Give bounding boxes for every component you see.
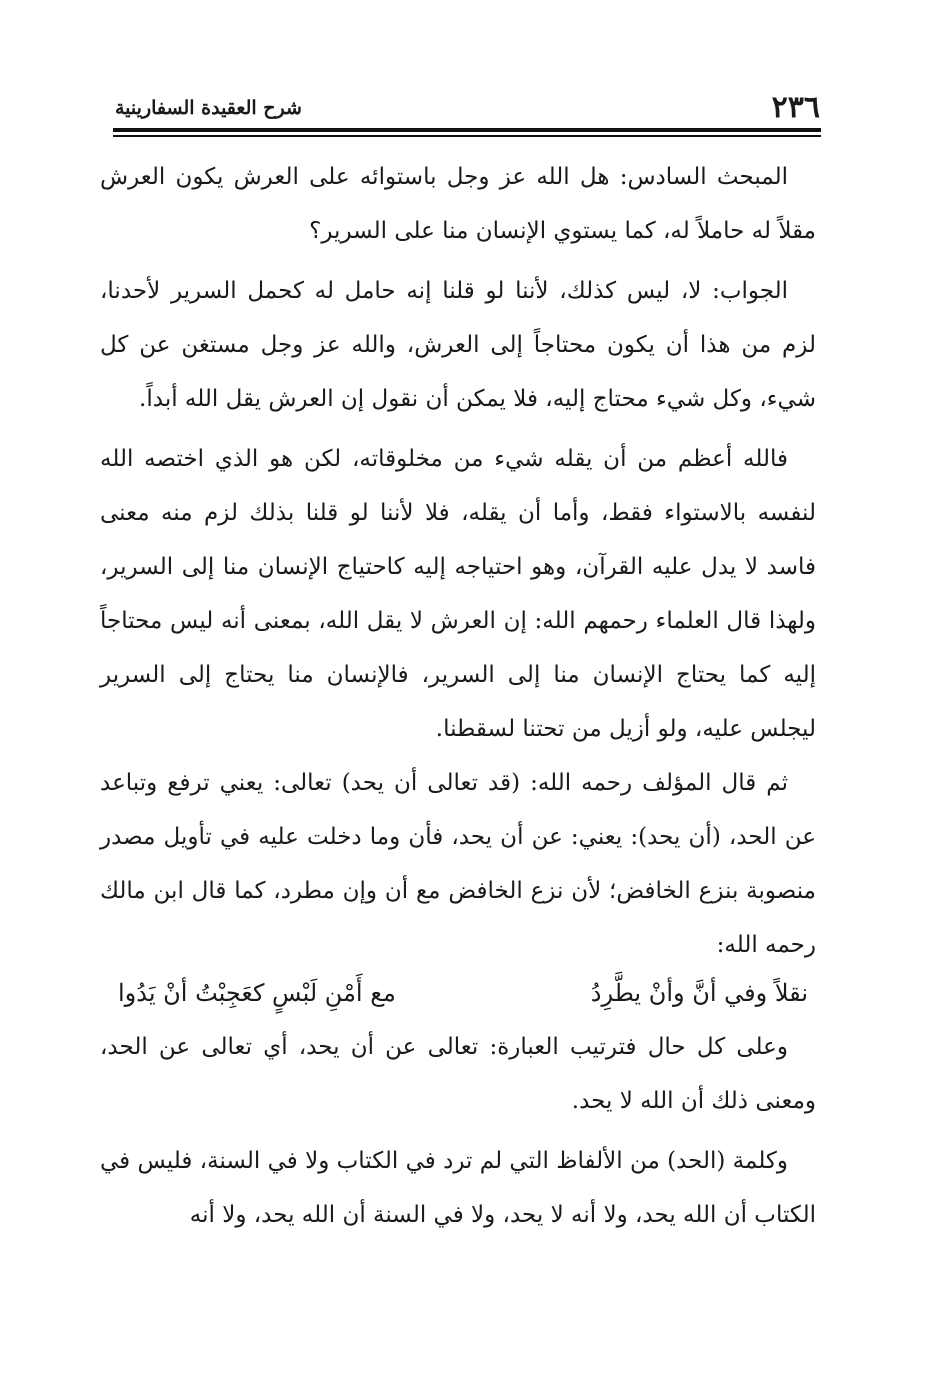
paragraph-sixth-topic: المبحث السادس: هل الله عز وجل باستوائه على العرش يكون العرش مقلاً له حاملاً له، كما يستوي الإنسان منا على السرير؟: [100, 164, 816, 244]
paragraph-author-quote: ثم قال المؤلف رحمه الله: (قد تعالى أن يحد) تعالى: يعني ترفع وتباعد عن الحد، (أن يحد): يعني: عن أن يحد، فأن وما دخلت عليه في تأويل مصدر منصوبة بنزع الخافض؛ لأن نزع الخافض مع أن وإن مطرد، كما قال ابن مالك رحمه الله:: [100, 770, 816, 958]
paragraph-word-hadd: وكلمة (الحد) من الألفاظ التي لم ترد في الكتاب ولا في السنة، فليس في الكتاب أن الله يحد، ولا أنه لا يحد، ولا في السنة أن الله يحد، ولا أنه: [100, 1148, 816, 1228]
header-rule-thin: [113, 135, 821, 137]
paragraph-explanation: فالله أعظم من أن يقله شيء من مخلوقاته، لكن هو الذي اختصه الله لنفسه بالاستواء فقط، وأما أن يقله، فلا لأننا لو قلنا بذلك لزم منه معنى فاسد لا يدل عليه القرآن، وهو احتياجه إليه كاحتياج الإنسان منا إلى السرير، ولهذا قال العلماء رحمهم الله: إن العرش لا يقل الله، بمعنى أنه ليس محتاجاً إليه كما يحتاج الإنسان منا إلى السرير، فالإنسان منا يحتاج إلى السرير ليجلس عليه، ولو أزيل من تحتنا لسقطنا.: [100, 446, 816, 742]
book-title: شرح العقيدة السفارينية: [115, 97, 302, 119]
body-text: [100, 150, 816, 1242]
paragraph-answer: الجواب: لا، ليس كذلك، لأننا لو قلنا إنه حامل له كحمل السرير لأحدنا، لزم من هذا أن يكون محتاجاً إلى العرش، والله عز وجل مستغن عن كل شيء، وكل شيء محتاج إليه، فلا يمكن أن نقول إن العرش يقل الله أبداً.: [100, 278, 816, 412]
verse-first-hemistich: نقلاً وفي أنَّ وأنْ يطَّرِدُ: [590, 979, 808, 1007]
header-rule-thick: [113, 128, 821, 132]
paragraph-conclusion: وعلى كل حال فترتيب العبارة: تعالى عن أن يحد، أي تعالى عن الحد، ومعنى ذلك أن الله لا يحد.: [100, 1034, 816, 1114]
poetry-verse: [100, 966, 816, 1020]
page-number: ٢٣٦: [771, 90, 820, 125]
verse-second-hemistich: مع أَمْنِ لَبْسٍ كعَجِبْتُ أنْ يَدُوا: [118, 979, 396, 1007]
running-head: [115, 92, 820, 124]
